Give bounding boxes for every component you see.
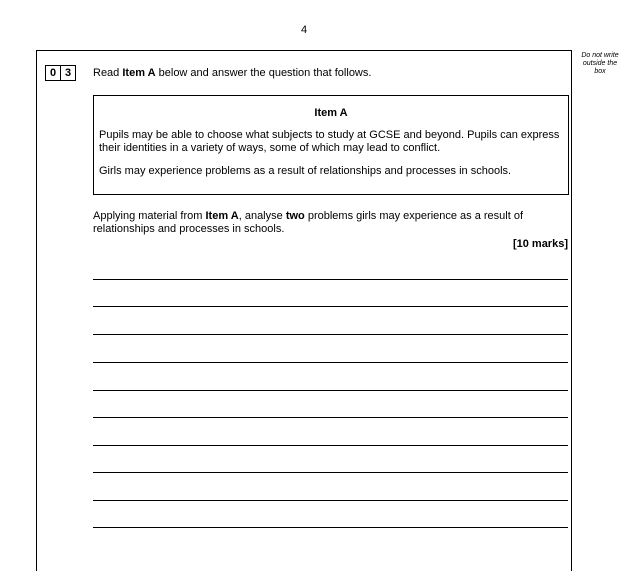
question-number-digit: 3 [60,66,75,80]
question-item-ref: Item A [205,210,239,222]
instruction [93,67,371,79]
instruction-text: Read [93,67,123,79]
question-text-part: Applying material from [93,210,206,222]
item-a-title: Item A [314,107,348,119]
margin-note-line: box [594,68,606,75]
question-count: two [285,210,305,222]
question-text-part: problems girls may experience as a result of relationships and processes in schools. [93,210,524,235]
item-a-paragraph: Pupils may be able to choose what subjects to study at GCSE and beyond. Pupils can express their identities in a variety of ways, some of which may lead to conflict. [99,129,560,154]
answer-line[interactable] [93,500,568,501]
answer-line[interactable] [93,279,568,280]
marks-label: [10 marks] [512,238,568,250]
answer-line[interactable] [93,472,568,473]
question-number-digit: 0 [49,67,57,79]
item-a-box [93,95,569,195]
question-number-box [45,65,76,81]
margin-note [572,52,628,76]
answer-line[interactable] [93,306,568,307]
answer-line[interactable] [93,417,568,418]
margin-note-line: outside the [582,60,618,67]
answer-line[interactable] [93,390,568,391]
instruction-text: below and answer the question that follows. [155,67,372,79]
answer-line[interactable] [93,334,568,335]
item-a-paragraph: Girls may experience problems as a result of relationships and processes in schools. [99,165,512,177]
instruction-item-ref: Item A [122,67,156,79]
answer-line[interactable] [93,362,568,363]
question-text [93,210,563,236]
answer-line[interactable] [93,445,568,446]
answer-line[interactable] [93,527,568,528]
page-number: 4 [300,24,308,36]
margin-note-line: Do not write [581,52,619,59]
question-text-part: , analyse [238,210,286,222]
